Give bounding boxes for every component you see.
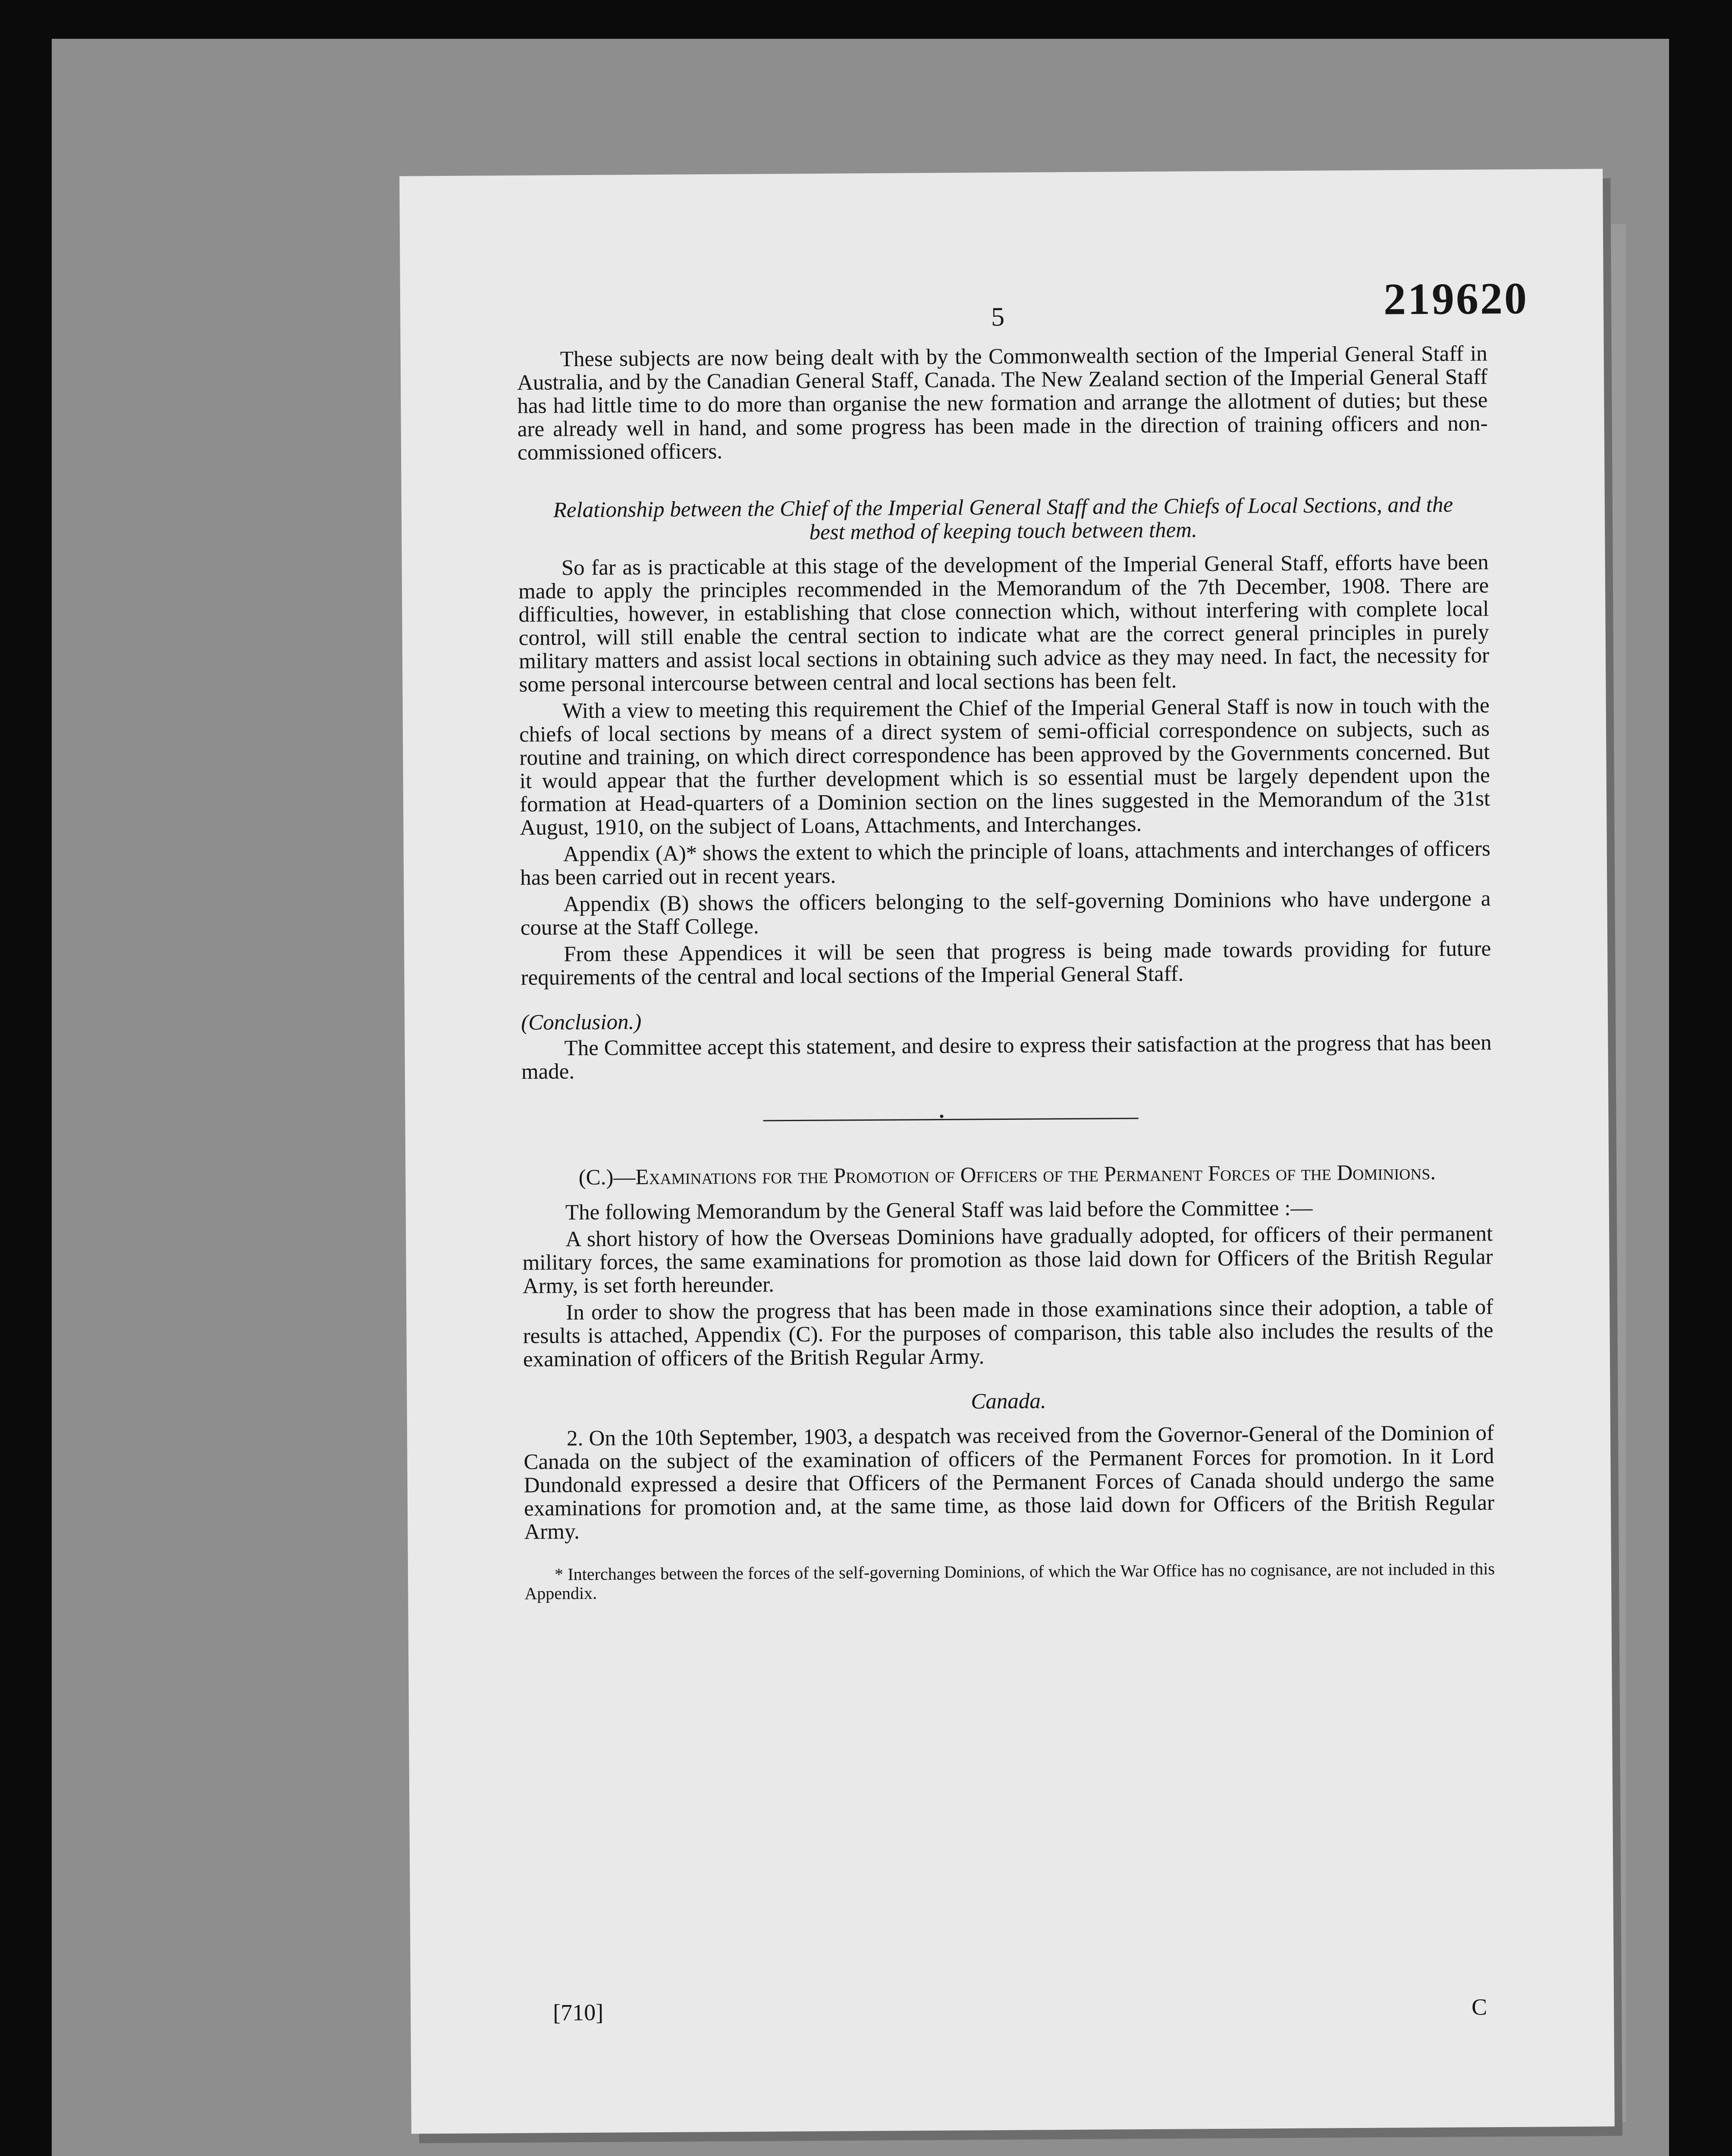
section-c-paragraph: A short history of how the Overseas Dominions have gradually adopted, for officers of their permanent military forces, the same examinations for promotion as those laid down for Officers of the British Regular Army, is set forth hereunder. [522, 1222, 1493, 1298]
divider-dot [940, 1115, 943, 1118]
signature-letter: C [1471, 1994, 1487, 2020]
canada-paragraph: 2. On the 10th September, 1903, a despatch was received from the Governor-General of the Dominion of Canada on the subject of the examination of officers of the Permanent Forces for promotion. In it Lord Dundonald expressed a desire that Officers of the Permanent Forces of Canada should undergo the same examinations for promotion and, at the same time, as those laid down for Officers of the British Regular Army. [524, 1421, 1495, 1544]
print-code: [710] [552, 1999, 604, 2026]
conclusion-label: (Conclusion.) [521, 1010, 642, 1035]
divider-line [763, 1118, 1139, 1121]
canada-heading: Canada. [971, 1389, 1046, 1414]
footnote [524, 1559, 1495, 1603]
intro-paragraph: These subjects are now being dealt with by the Commonwealth section of the Imperial General Staff in Australia, and by the Canadian General Staff, Canada. The New Zealand section of the Imperial General Staff has had little time to do more than organise the new formation and arrange the allotment of duties; but these are already well in hand, and some progress has been made in the direction of training officers and non-commissioned officers. [517, 342, 1488, 465]
footnote-text: * Interchanges between the forces of the self-governing Dominions, of which the War Office has no cognisance, are not included in this Appendix. [524, 1559, 1495, 1603]
document-page [399, 169, 1615, 2134]
document-number: 219620 [1383, 273, 1529, 324]
page-number: 5 [991, 302, 1005, 332]
section-c-intro: The following Memorandum by the General Staff was laid before the Committee :— [565, 1196, 1313, 1225]
section-b-paragraph: So far as is practicable at this stage of the development of the Imperial General Staff, efforts have been made to apply the principles recommended in the Memorandum of the 7th December, 1908. There are difficulties, however, in establishing that close connection which, without interfering with complete local control, will still enable the central section to indicate what are the correct general principles in purely military matters and assist local sections in obtaining such advice as they may need. In fact, the necessity for some personal intercourse between central and local sections has been felt. [518, 550, 1490, 697]
page-body [517, 342, 1495, 1603]
section-c-heading: (C.)—Examinations for the Promotion of Officers of the Permanent Forces of the Dominions. [578, 1160, 1436, 1190]
section-b-paragraph: With a view to meeting this requirement the Chief of the Imperial General Staff is now in touch with the chiefs of local sections by means of a direct system of semi-official correspondence on subjects, such as routine and training, on which direct correspondence has been approved by the Governments concerned. But it would appear that the further development which is so essential must be largely dependent upon the formation at Head-quarters of a Dominion section on the lines suggested in the Memorandum of the 31st August, 1910, on the subject of Loans, Attachments, and Interchanges. [519, 693, 1490, 840]
section-divider [521, 1095, 1492, 1148]
section-b-paragraph: Appendix (A)* shows the extent to which the principle of loans, attachments and interchanges of officers has been carried out in recent years. [520, 837, 1490, 890]
conclusion-text: The Committee accept this statement, and desire to express their satisfaction at the progress that has been made. [521, 1031, 1492, 1084]
section-b-heading: Relationship between the Chief of the Imperial General Staff and the Chiefs of Local Sections, and the best method of keeping touch between them. [553, 492, 1453, 545]
section-b-paragraph: Appendix (B) shows the officers belonging to the self-governing Dominions who have undergone a course at the Staff College. [520, 887, 1491, 940]
section-b-paragraph: From these Appendices it will be seen that progress is being made towards providing for future requirements of the central and local sections of the Imperial General Staff. [521, 937, 1491, 990]
section-c-paragraph: In order to show the progress that has been made in those examinations since their adoption, a table of results is attached, Appendix (C). For the purposes of comparison, this table also includes the results of the examination of officers of the British Regular Army. [523, 1295, 1494, 1372]
